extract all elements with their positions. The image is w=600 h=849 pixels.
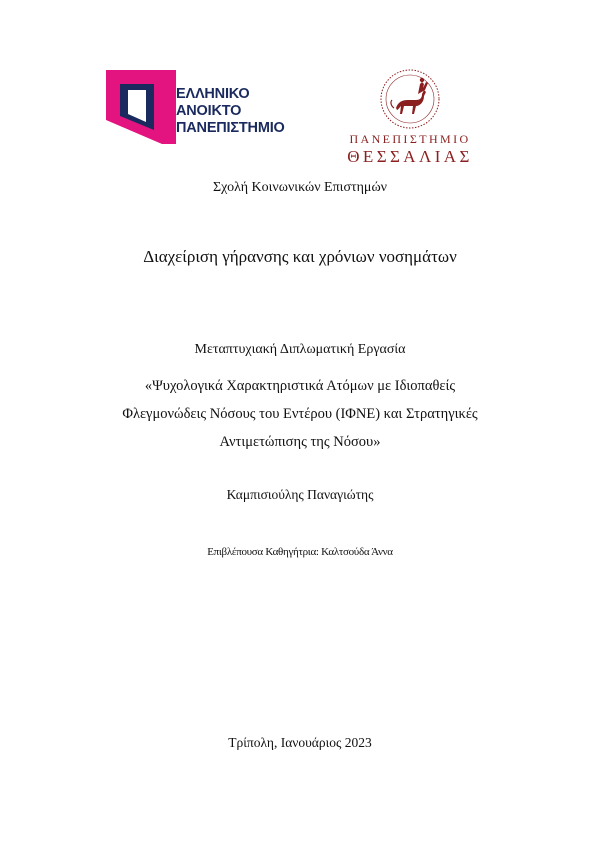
author-name: Καμπισιούλης Παναγιώτης	[226, 487, 374, 502]
document-type: Μεταπτυχιακή Διπλωματική Εργασία	[194, 342, 406, 357]
thesis-title-line: «Ψυχολογικά Χαρακτηριστικά Ατόμων με Ιδιοπαθείς	[144, 378, 456, 394]
hou-line-3: ΠΑΝΕΠΙΣΤΗΜΙΟ	[176, 120, 285, 136]
supervisor: Επιβλέπουσα Καθηγήτρια: Καλτσούδα Άννα	[207, 546, 393, 558]
uth-logo-line-1: ΠΑΝΕΠΙΣΤΗΜΙΟ	[349, 132, 471, 146]
program-name: Διαχείριση γήρανσης και χρόνιων νοσημάτων	[143, 247, 457, 266]
thesis-title	[0, 372, 600, 456]
university-of-thessaly-logo	[330, 68, 490, 168]
centaur-seal-icon	[378, 68, 442, 130]
thesis-title-line: Φλεγμονώδεις Νόσους του Εντέρου (ΙΦΝΕ) και Στρατηγικές	[122, 406, 478, 422]
place-and-date: Τρίπολη, Ιανουάριος 2023	[228, 735, 372, 750]
uth-logo-line-2: ΘΕΣΣΑΛΙΑΣ	[347, 147, 473, 166]
hou-line-1: ΕΛΛΗΝΙΚΟ	[176, 86, 250, 102]
school-name: Σχολή Κοινωνικών Επιστημών	[213, 180, 387, 195]
hou-line-2: ΑΝΟΙΚΤΟ	[176, 103, 242, 119]
hou-emblem-icon	[106, 70, 176, 144]
hou-logo-text	[176, 86, 285, 137]
thesis-title-line: Αντιμετώπισης της Νόσου»	[219, 434, 381, 450]
hellenic-open-university-logo	[106, 70, 296, 144]
